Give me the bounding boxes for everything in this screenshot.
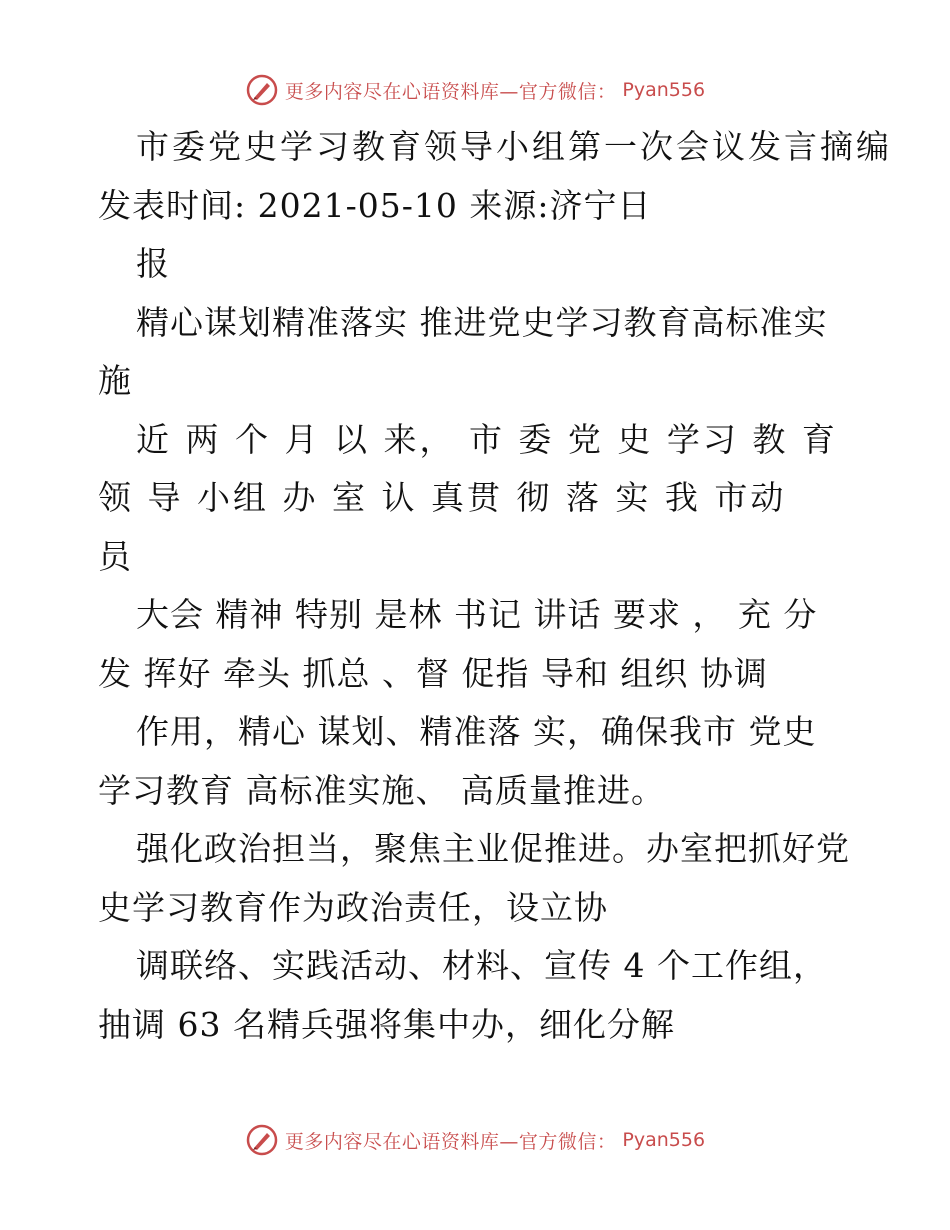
pen-logo-icon: [245, 73, 279, 107]
document-body: [98, 118, 892, 1054]
paragraph-line: 近 两 个 月 以 来， 市 委 党 史 学习 教 育: [136, 419, 838, 459]
paragraph-line: 学习教育 高标准实施、 高质量推进。: [98, 770, 665, 810]
paragraph-line: 调联络、实践活动、材料、宣传 4 个工作组，: [136, 946, 827, 985]
text-line: 报: [136, 244, 170, 283]
header-watermark: [0, 70, 950, 110]
section-heading: 精心谋划精准落实 推进党史学习教育高标准实: [136, 302, 828, 342]
paragraph-line: 领 导 小组 办 室 认 真贯 彻 落 实 我 市动: [98, 478, 787, 517]
watermark-text: 更多内容尽在心语资料库—官方微信：: [284, 80, 617, 103]
paragraph-line: 史学习教育作为政治责任，设立协: [98, 887, 608, 927]
paragraph-line: 抽调 63 名精兵强将集中办，细化分解: [98, 1004, 675, 1044]
pen-logo-icon: [245, 1123, 279, 1157]
document-title: 市委党史学习教育领导小组第一次会议发言摘编: [136, 127, 892, 166]
footer-watermark: [0, 1120, 950, 1160]
paragraph-line: 员: [98, 536, 132, 576]
publish-info-line: 发表时间: 2021-05-10 来源:济宁日: [98, 185, 652, 225]
watermark-text: 更多内容尽在心语资料库—官方微信：: [284, 1130, 617, 1153]
watermark-wechat: Pyan556: [622, 1129, 706, 1151]
text-line: 施: [98, 361, 132, 400]
paragraph-line: 强化政治担当，聚焦主业促推进。办室把抓好党: [136, 829, 850, 868]
paragraph-line: 发 挥好 牵头 抓总 、督 促指 导和 组织 协调: [98, 653, 768, 693]
paragraph-line: 大会 精神 特别 是林 书记 讲话 要求 ， 充 分: [136, 595, 818, 634]
paragraph-line: 作用，精心 谋划、精准落 实，确保我市 党史: [136, 712, 817, 751]
watermark-wechat: Pyan556: [622, 79, 706, 101]
